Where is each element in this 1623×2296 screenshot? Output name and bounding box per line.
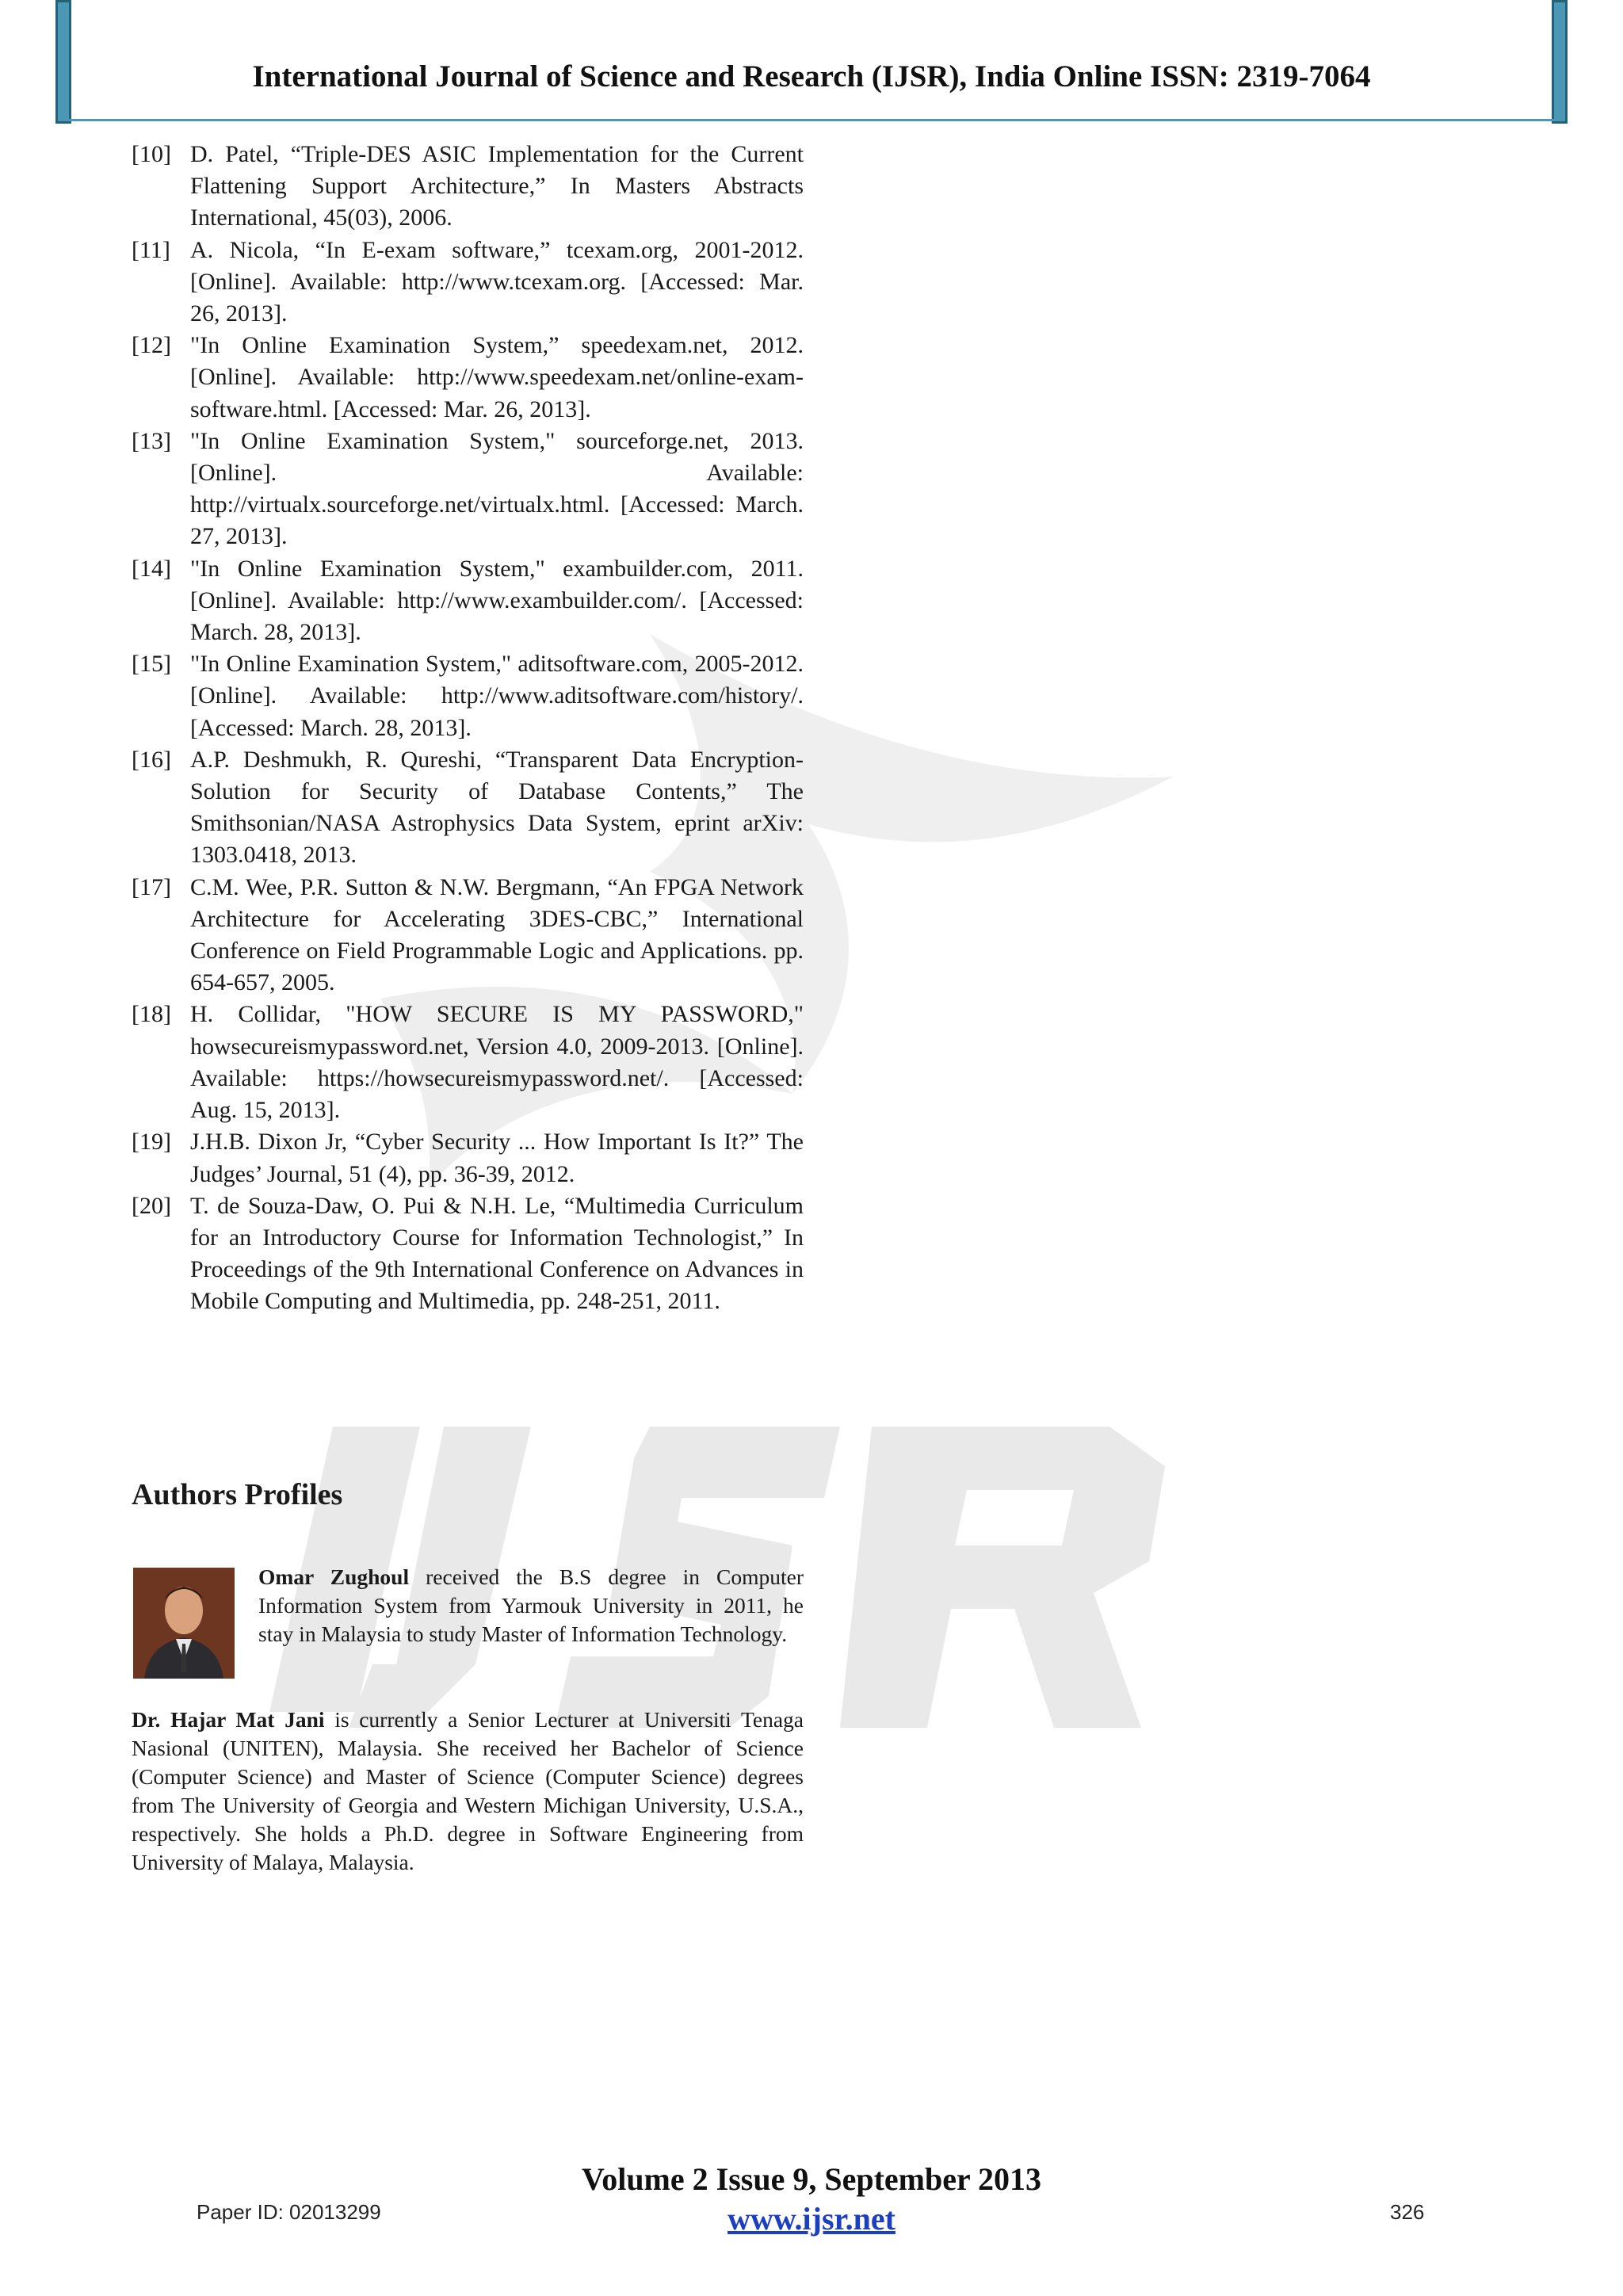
reference-number: [11]: [132, 236, 170, 263]
journal-header: [0, 0, 1623, 124]
page-number: 326: [1390, 2200, 1425, 2224]
reference-number: [19]: [132, 1129, 171, 1156]
reference-text: "In Online Examination System,” speedexam.net, 2012. [Online]. Available: http://www.speedexam.net/online-exam-software.html. [Accessed: Mar. 26, 2013].: [190, 332, 804, 422]
reference-item: [132, 648, 804, 744]
reference-number: [16]: [132, 746, 171, 773]
reference-text: "In Online Examination System," exambuilder.com, 2011. [Online]. Available: http://www.exambuilder.com/. [Accessed: March. 28, 2013].: [190, 555, 804, 646]
reference-text: "In Online Examination System," aditsoftware.com, 2005-2012. [Online]. Available: http://www.aditsoftware.com/history/. [Accessed: March. 28, 2013].: [190, 651, 804, 741]
reference-number: [15]: [132, 651, 171, 678]
author-bio: [258, 1563, 804, 1648]
reference-item: [132, 744, 804, 872]
author-bio: [132, 1706, 804, 1877]
reference-item: [132, 330, 804, 426]
reference-number: [17]: [132, 873, 171, 900]
reference-item: [132, 1190, 804, 1318]
reference-number: [10]: [132, 141, 171, 167]
author-name: Dr. Hajar Mat Jani: [132, 1707, 325, 1732]
reference-number: [18]: [132, 1001, 171, 1028]
reference-text: T. de Souza-Daw, O. Pui & N.H. Le, “Multimedia Curriculum for an Introductory Course for Information Technologist,” In Proceedings of the 9th International Conference on Advances in Mobile Computing and Multimedia, pp. 248-251, 2011.: [190, 1192, 804, 1315]
author-photo: [133, 1568, 235, 1679]
reference-item: [132, 999, 804, 1126]
reference-number: [13]: [132, 427, 171, 454]
reference-item: [132, 1126, 804, 1190]
reference-text: D. Patel, “Triple-DES ASIC Implementation for the Current Flattening Support Architecture,” In Masters Abstracts International, 45(03), 2006.: [190, 141, 804, 231]
author-bio-text: received the B.S degree in Computer Information System from Yarmouk University in 2011, he stay in Malaysia to study Master of Information Technology.: [258, 1564, 804, 1646]
authors-section-title: Authors Profiles: [132, 1478, 343, 1511]
author-bio-text: is currently a Senior Lecturer at Universiti Tenaga Nasional (UNITEN), Malaysia. She received her Bachelor of Science (Computer Science) and Master of Science (Computer Science) degrees from The University of Georgia and Western Michigan University, U.S.A., respectively. She holds a Ph.D. degree in Software Engineering from University of Malaya, Malaysia.: [132, 1707, 804, 1874]
reference-number: [12]: [132, 332, 171, 359]
author-name: Omar Zughoul: [258, 1564, 410, 1589]
reference-text: J.H.B. Dixon Jr, “Cyber Security ... How Important Is It?” The Judges’ Journal, 51 (4), pp. 36-39, 2012.: [190, 1129, 804, 1187]
volume-issue: Volume 2 Issue 9, September 2013: [581, 2161, 1042, 2197]
reference-text: A.P. Deshmukh, R. Qureshi, “Transparent Data Encryption-Solution for Security of Database Contents,” The Smithsonian/NASA Astrophysics Data System, eprint arXiv: 1303.0418, 2013.: [190, 746, 804, 869]
reference-item: [132, 235, 804, 330]
reference-text: "In Online Examination System," sourceforge.net, 2013. [Online]. Available: http://virtualx.sourceforge.net/virtualx.html. [Accessed: March. 27, 2013].: [190, 427, 804, 550]
journal-title: International Journal of Science and Research (IJSR), India Online ISSN: 2319-7064: [252, 59, 1371, 94]
reference-number: [20]: [132, 1192, 171, 1219]
reference-item: [132, 553, 804, 649]
reference-item: [132, 872, 804, 999]
reference-item: [132, 139, 804, 235]
reference-number: [14]: [132, 555, 171, 582]
header-rule: [62, 119, 1561, 121]
reference-text: A. Nicola, “In E-exam software,” tcexam.org, 2001-2012. [Online]. Available: http://www.tcexam.org. [Accessed: Mar. 26, 2013].: [190, 236, 804, 327]
journal-link[interactable]: www.ijsr.net: [727, 2201, 896, 2237]
reference-text: H. Collidar, "HOW SECURE IS MY PASSWORD," howsecureismypassword.net, Version 4.0, 2009-2013. [Online]. Available: https://howsecureismypassword.net/. [Accessed: Aug. 15, 2013].: [190, 1001, 804, 1124]
reference-text: C.M. Wee, P.R. Sutton & N.W. Bergmann, “An FPGA Network Architecture for Accelerating 3DES-CBC,” International Conference on Field Programmable Logic and Applications. pp. 654-657, 2005.: [190, 873, 804, 996]
reference-item: [132, 426, 804, 553]
paper-id: Paper ID: 02013299: [197, 2200, 381, 2224]
reference-list: [132, 139, 804, 1318]
